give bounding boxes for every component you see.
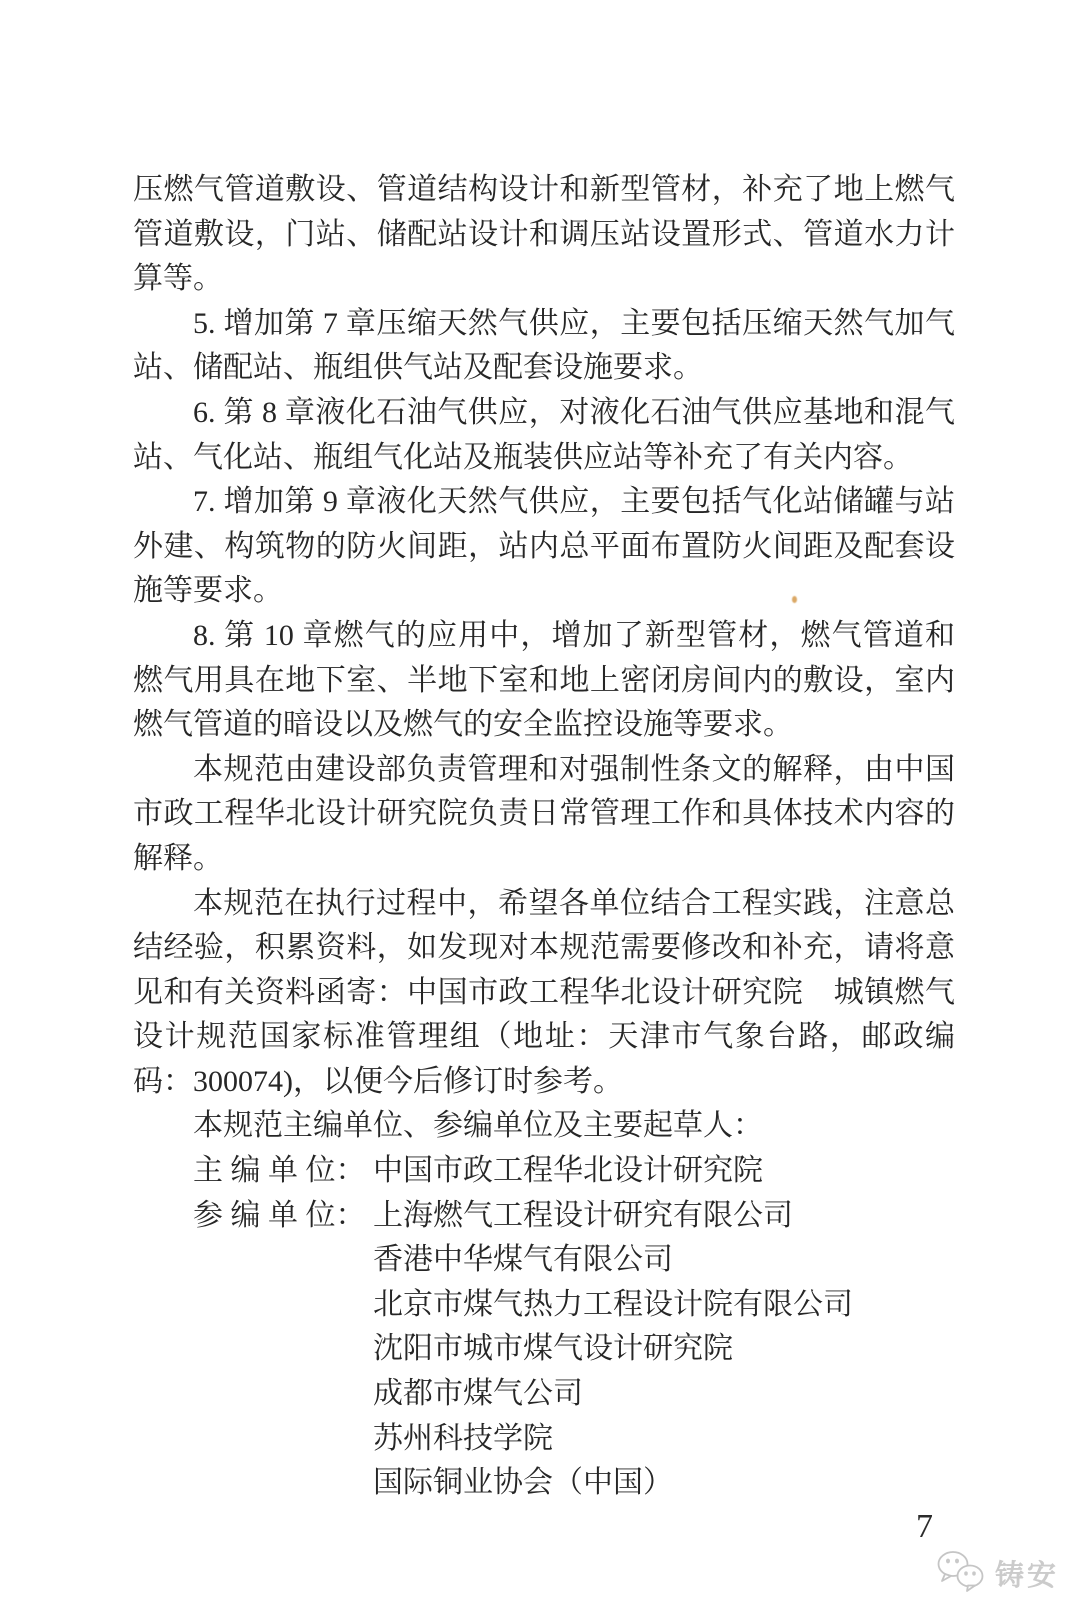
- unit-value: 上海燃气工程设计研究有限公司: [373, 1198, 793, 1232]
- unit-label: 主 编 单 位：: [193, 1154, 366, 1188]
- watermark-text: 铸安: [995, 1560, 1060, 1592]
- participating-unit: 沈阳市城市煤气设计研究院: [373, 1332, 733, 1366]
- page-number: 7: [916, 1508, 933, 1545]
- scan-artifact-speck: [792, 596, 797, 603]
- unit-value: 中国市政工程华北设计研究院: [373, 1154, 763, 1188]
- participating-editor-line: [133, 1194, 955, 1239]
- paragraph-item-7: 7. 增加第 9 章液化天然气供应，主要包括气化站储罐与站外建、构筑物的防火间距，站内总平面布置防火间距及配套设施等要求。: [133, 485, 955, 608]
- paragraph-management: 本规范由建设部负责管理和对强制性条文的解释，由中国市政工程华北设计研究院负责日常管理工作和具体技术内容的解释。: [133, 752, 955, 875]
- participating-unit: 苏州科技学院: [373, 1421, 553, 1455]
- wechat-icon: [936, 1549, 988, 1598]
- participating-unit: 国际铜业协会（中国）: [373, 1466, 673, 1500]
- paragraph-feedback: 本规范在执行过程中，希望各单位结合工程实践，注意总结经验，积累资料，如发现对本规范需要修改和补充，请将意见和有关资料函寄：中国市政工程华北设计研究院 城镇燃气设计规范国家标准管理组（地址：天津市气象台路，邮政编码：300074)，以便今后修订时参考。: [133, 886, 955, 1098]
- paragraph-item-8: 8. 第 10 章燃气的应用中，增加了新型管材，燃气管道和燃气用具在地下室、半地下室和地上密闭房间内的敷设，室内燃气管道的暗设以及燃气的安全监控设施等要求。: [133, 618, 955, 742]
- participating-unit: 香港中华煤气有限公司: [373, 1243, 673, 1277]
- paragraph-item-6: 6. 第 8 章液化石油气供应，对液化石油气供应基地和混气站、气化站、瓶组气化站及瓶装供应站等补充了有关内容。: [133, 395, 955, 474]
- participating-unit: 北京市煤气热力工程设计院有限公司: [373, 1287, 853, 1321]
- participating-unit: 成都市煤气公司: [373, 1377, 583, 1411]
- unit-label: 参 编 单 位：: [193, 1198, 366, 1232]
- paragraph-editors-intro: 本规范主编单位、参编单位及主要起草人：: [193, 1109, 763, 1143]
- watermark: [936, 1549, 1059, 1598]
- paragraph-continuation: 压燃气管道敷设、管道结构设计和新型管材，补充了地上燃气管道敷设，门站、储配站设计和调压站设置形式、管道水力计算等。: [133, 173, 955, 296]
- document-body: [133, 168, 955, 1506]
- paragraph-item-5: 5. 增加第 7 章压缩天然气供应，主要包括压缩天然气加气站、储配站、瓶组供气站及配套设施要求。: [133, 306, 955, 385]
- chief-editor-line: [133, 1149, 955, 1194]
